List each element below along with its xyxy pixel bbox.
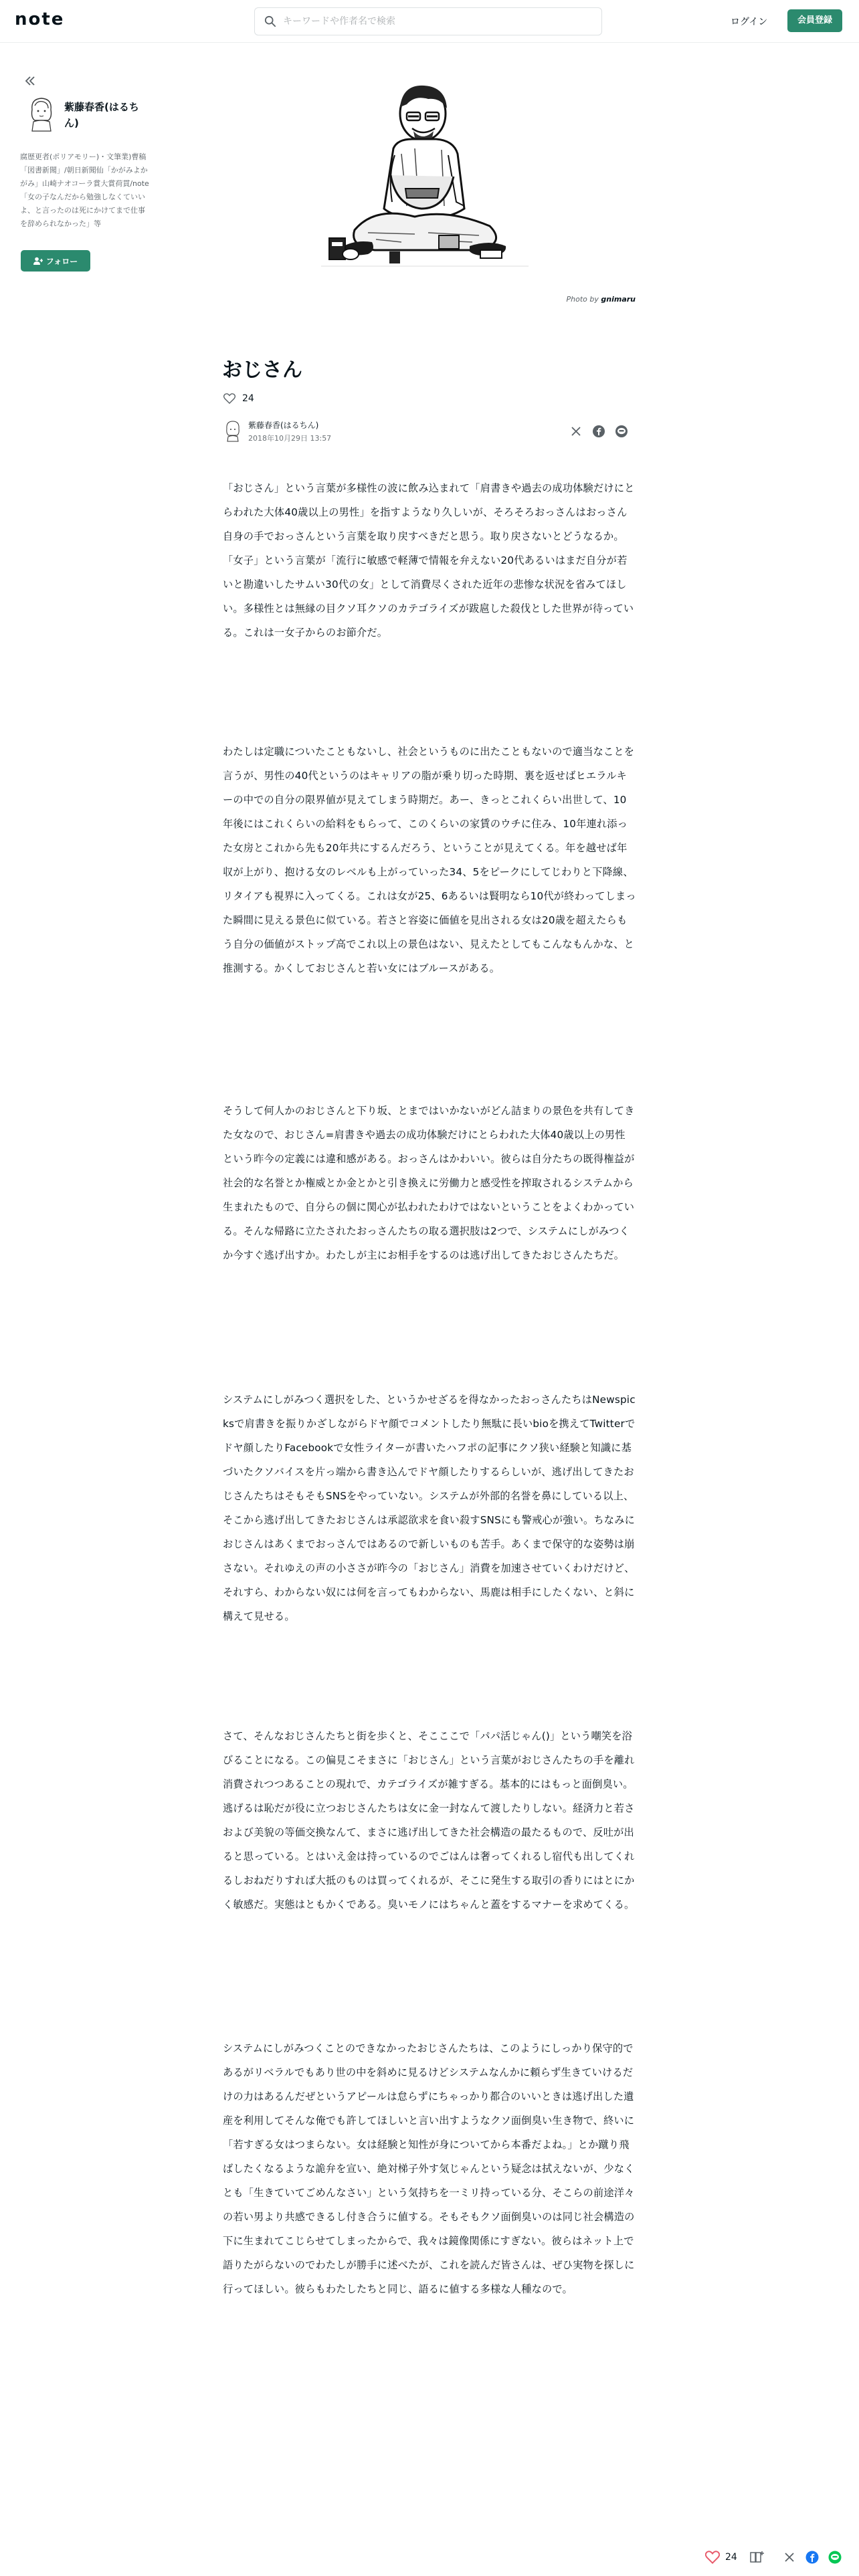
heart-icon[interactable] [223,393,235,404]
publish-date: 2018年10月29日 13:57 [248,434,332,443]
article-paragraph: そうして何人かのおじさんと下り坂、とまではいかないがどん詰まりの景色を共有してきた女なので、おじさん=肩書きや過去の成功体験だけにとらわれた大体40歳以上の男性 という昨今の定義には違和感がある。おっさんはかわいい。彼らは自分たちの既得権益が社会的な名誉とか権威とか金とかと引き換えに労働力と感受性を搾取されるシステムから生まれたもので、自分らの個に関心が払われたわけではないということをよくわかっている。そんな帰路に立たされたおっさんたちの取る選択肢は2つで、システムにしがみつくか今すぐ逃げ出すか。わたしが主にお相手をするのは逃げ出してきたおじさんたちだ。 [223,1105,635,1261]
signup-button[interactable]: 会員登録 [787,9,842,32]
x-share-icon[interactable] [783,2551,796,2564]
article-paragraph: システムにしがみつくことのできなかったおじさんたちは、このようにしっかり保守的であるがリベラルでもあり世の中を斜めに見るけどシステムなんかに頼らず生きていけるだけの力はあるんだぜというアピールは怠らずにちゃっかり都合のいいときは逃げ出した遺産を利用してそんな俺でも許してほしいと言い出すようなクソ面倒臭い生き物で、終いに「若すぎる女はつまらない。女は経験と知性が身についてから本番だよね。」とか蹴り飛ばしたくなるような詭弁を宣い、絶対梯子外す気じゃんという疑念は拭えないが、少なくとも「生きていてごめんなさい」という気持ちを一ミリ持っている分、そこらの前途洋々の若い男より共感できるし付き合うに値する。そもそもクソ面倒臭いのは同じ社会構造の下に生まれてこじらせてしまったからで、我々は鏡像関係にすぎない。彼らはネット上で語りたがらないのでわたしが勝手に述べたが、これを読んだ皆さんは、ぜひ実物を探しに行ってほしい。彼らもわたしたちと同じ、語るに値する多様な人種なので。 [223,2042,635,2295]
creator-name[interactable]: 紫藤春香(はるちん) [64,101,139,129]
article-paragraph: わたしは定職についたこともないし、社会というものに出たこともないので適当なことを言うが、男性の40代というのはキャリアの脂が乗り切った時期、裏を返せばヒエラルキーの中での自分の限界値が見えてしまう時期だ。あー、きっとこれくらい出世して、10年後にはこれくらいの給料をもらって、このくらいの家賃のウチに住み、10年連れ添った女房とこれから先も20年共にするんだろう、ということが見えてくる。年を越せば年収が上がり、抱ける女のレベルも上がっていった34、5をピークにしてじわりと下降線、リタイアも視界に入ってくる。これは女が25、6あるいは賢明なら10代が終わってしまった瞬間に見える景色に似ている。若さと容姿に価値を見出される女は20歳を超えたらもう自分の価値がストップ高でこれ以上の景色はない、見えたとしてもこんなもんかな、と推測する。かくしておじさんと若い女にはブルースがある。 [223,746,636,974]
article-title: おじさん [222,358,302,382]
article-paragraph: 「おじさん」という言葉が多様性の波に飲み込まれて「肩書きや過去の成功体験だけにとらわれた大体40歳以上の男性」を指すようなり久しいが、そろそろおっさんはおっさん自身の手でおっさんという言葉を取り戻すべきだと思う。取り戻さないとどうなるか。「女子」という言葉が「流行に敏感で軽薄で情報を弁えない20代あるいはまだ自分が若いと勘違いしたサムい30代の女」として消費尽くされた近年の悲惨な状況を省みてほしい。多様性とは無縁の目クソ耳クソのカテゴライズが跋扈した殺伐とした世界が待っている。これは一女子からのお節介だ。 [223,482,635,639]
facebook-share-icon[interactable] [805,2551,819,2564]
heart-icon[interactable] [705,2551,720,2564]
article-paragraph: さて、そんなおじさんたちと街を歩くと、そこここで「パパ活じゃん()」という嘲笑を浴びることになる。この偏見こそまさに「おじさん」という言葉がおじさんたちの手を離れ消費されつつあることの現れで、カテゴライズが雑すぎる。基本的にはもっと面倒臭い。逃げるは恥だが役に立つおじさんたちは女に金一封なんて渡したりしない。経済力と若さおよび美貌の等価交換なんて、まさに逃げ出してきた社会構造の最たるもので、反吐が出ると思っている。とはいえ金は持っているのでごはんは奢ってくれるし宿代も出してくれるしおねだりすれば大抵のものは買ってくれるが、そこに発生する取引の香りにはとにかく敏感だ。実態はともかくである。臭いモノにはちゃんと蓋をするマナーを求めてくる。 [223,1730,635,1911]
magazine-add-icon[interactable] [749,2551,764,2564]
bottom-action-bar [702,2547,854,2569]
login-link[interactable]: ログイン [731,17,768,27]
author-row [223,418,638,447]
like-count: 24 [242,393,254,404]
author-avatar[interactable] [223,419,243,442]
note-logo[interactable]: note [15,9,65,29]
line-share-icon[interactable] [615,425,628,438]
chevron-double-left-icon[interactable] [23,74,37,88]
facebook-share-icon[interactable] [592,425,605,438]
creator-bio: 腐歴更者(ポリアモリー)・文筆業)曹稿「図書新聞」/朝日新聞仙「かがみよかがみ」山崎ナオコーラ賞大賞荷貫/note「女の子なんだから勉強しなくていいよ、と言ったのは死にかけてまで仕事を辞められなかった」等 [20,152,149,228]
article-paragraph: システムにしがみつく選択をした、というかせざるを得なかったおっさんたちはNewspicksで肩書きを振りかざしながらドヤ顔でコメントしたり無駄に長いbioを携えてTwitterでドヤ顔したりFacebookで女性ライターが書いたハフポの記事にクソ狭い経験と知識に基づいたクソバイスを片っ端から書き込んでドヤ顔したりするらしいが、逃げ出してきたおじさんたちはそもそもSNSをやっていない。システムが外部的名誉を鼻にしている以上、そこから逃げ出してきたおじさんは承認欲求を食い殺すSNSにも警戒心が強い。ちなみにおじさんはあくまでおっさんではあるので新しいものも苦手。あくまで保守的な姿勢は崩さない。それゆえの声の小ささが昨今の「おじさん」消費を加速させていくわけだけど、それすら、わからない奴には何を言ってもわからない、馬鹿は相手にしたくない、と斜に構えて見せる。 [223,1394,636,1622]
like-counter[interactable] [223,393,254,404]
hero-illustration [314,75,535,296]
search-icon [264,15,276,27]
add-user-icon [33,257,43,265]
photo-credit-prefix: Photo by [566,295,599,304]
photo-credit [535,295,636,304]
photo-credit-name[interactable]: gnimaru [601,295,636,304]
search-input[interactable] [283,13,591,29]
author-name[interactable]: 紫藤春香(はるちん) [248,421,319,430]
bottom-like-count: 24 [725,2552,737,2563]
x-share-icon[interactable] [569,425,583,438]
search-box[interactable] [254,7,602,35]
follow-label: フォロー [45,256,78,266]
line-share-icon[interactable] [828,2551,842,2564]
creator-avatar[interactable] [25,95,58,132]
follow-button[interactable] [21,250,90,272]
site-header [0,0,859,43]
